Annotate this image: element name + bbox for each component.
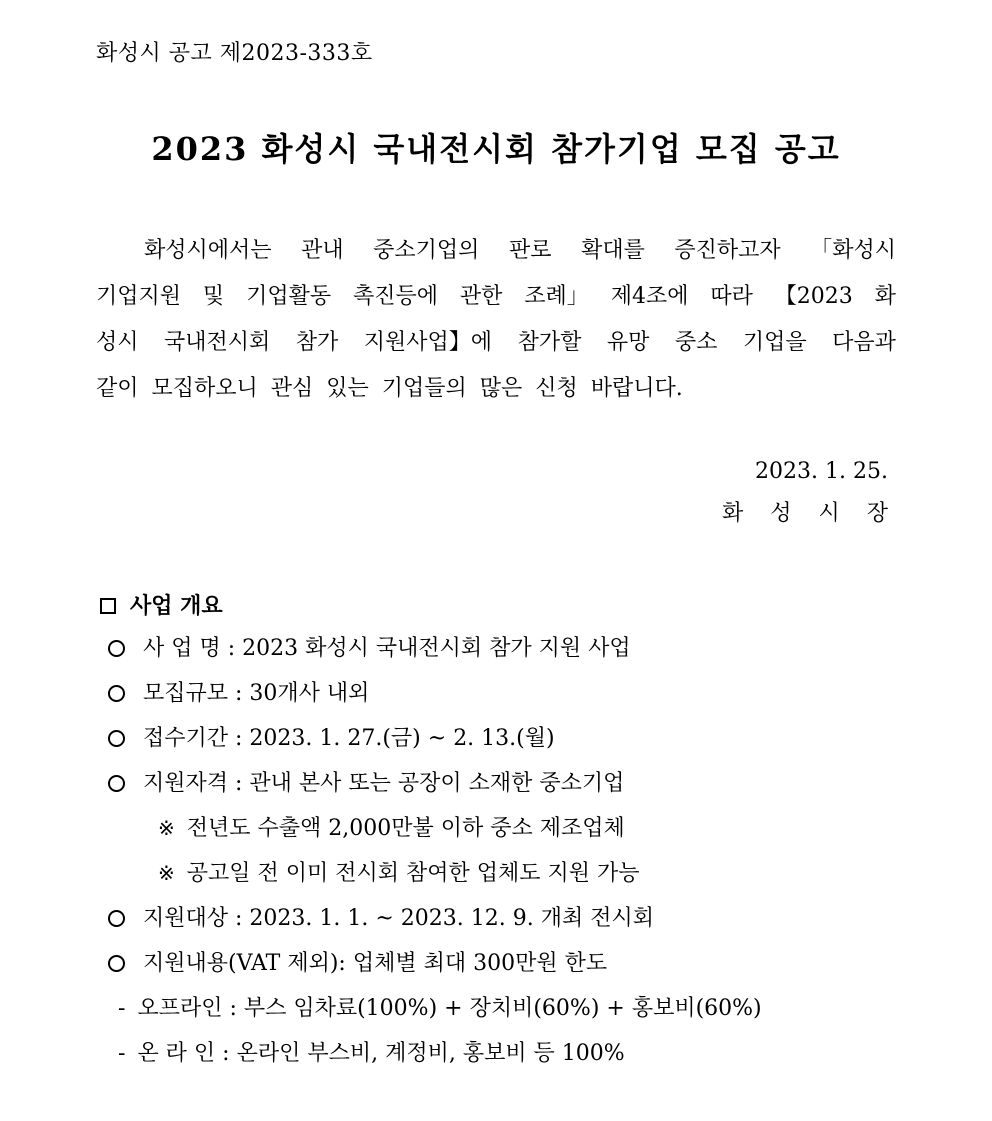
item-text: 지원내용(VAT 제외): 업체별 최대 300만원 한도	[143, 951, 608, 976]
body-paragraph	[96, 228, 896, 412]
body-word: 조례」	[524, 284, 589, 309]
body-word: 다음과	[832, 330, 896, 355]
overview-item-project-name	[96, 626, 896, 671]
overview-item-eligibility	[96, 761, 896, 806]
body-word: 화	[874, 284, 896, 309]
body-word: 중소기업의	[373, 238, 480, 263]
notice-number: 화성시 공고 제2023-333호	[96, 41, 373, 66]
body-word: 참가할	[517, 330, 582, 355]
overview-item-recruit-size	[96, 671, 896, 716]
overview-subitem-offline	[96, 986, 896, 1031]
body-word: 유망	[606, 330, 650, 355]
overview-item-target-exhibitions	[96, 896, 896, 941]
item-text: 사 업 명 : 2023 화성시 국내전시회 참가 지원 사업	[143, 636, 631, 661]
circle-bullet-icon	[108, 910, 125, 927]
circle-bullet-icon	[108, 955, 125, 972]
dash-bullet-icon: -	[118, 996, 126, 1021]
body-word: 관내	[301, 238, 344, 263]
body-word: 판로	[508, 238, 552, 263]
body-word: 및	[202, 284, 225, 309]
dash-bullet-icon: -	[118, 1041, 126, 1066]
square-bullet-icon	[100, 598, 116, 614]
body-word: 참가	[295, 330, 339, 355]
overview-item-application-period	[96, 716, 896, 761]
overview-note-prior-participation	[96, 851, 896, 896]
body-word: 【2023	[774, 284, 853, 309]
section-heading	[96, 586, 896, 626]
item-text: 전년도 수출액 2,000만불 이하 중소 제조업체	[186, 816, 625, 841]
body-line-3	[96, 320, 896, 366]
body-word: 관한	[459, 284, 503, 309]
body-word: 지원사업】에	[363, 330, 493, 355]
notice-date: 2023. 1. 25.	[755, 459, 888, 484]
body-word: 성시	[96, 330, 139, 355]
body-word: 따라	[710, 284, 753, 309]
body-word: 기업활동	[246, 284, 332, 309]
item-text: 공고일 전 이미 전시회 참여한 업체도 지원 가능	[186, 861, 640, 886]
body-word: 증진하고자	[674, 238, 781, 263]
item-text: 접수기간 : 2023. 1. 27.(금) ~ 2. 13.(월)	[143, 726, 555, 751]
circle-bullet-icon	[108, 640, 125, 657]
body-line-text: 같이 모집하오니 관심 있는 기업들의 많은 신청 바랍니다.	[96, 376, 683, 401]
page-title: 2023 화성시 국내전시회 참가기업 모집 공고	[151, 130, 841, 168]
body-word: 촉진등에	[352, 284, 438, 309]
body-word: 「화성시	[810, 238, 896, 263]
body-word: 기업지원	[96, 284, 182, 309]
item-text: 지원자격 : 관내 본사 또는 공장이 소재한 중소기업	[143, 771, 625, 796]
overview-subitem-online	[96, 1031, 896, 1076]
body-word: 중소	[674, 330, 718, 355]
body-line-2	[96, 274, 896, 320]
signature-block	[722, 452, 898, 536]
reference-mark-icon: ※	[158, 861, 175, 885]
body-word: 확대를	[581, 238, 645, 263]
body-word: 제4조에	[610, 284, 689, 309]
body-word: 국내전시회	[164, 330, 271, 355]
overview-section	[96, 586, 896, 1076]
item-text: 모집규모 : 30개사 내외	[143, 681, 370, 706]
circle-bullet-icon	[108, 730, 125, 747]
item-text: 지원대상 : 2023. 1. 1. ~ 2023. 12. 9. 개최 전시회	[143, 906, 654, 931]
body-word: 화성시에서는	[144, 238, 272, 263]
issuer-name: 화 성 시 장	[722, 501, 898, 526]
item-text: 오프라인 : 부스 임차료(100%) + 장치비(60%) + 홍보비(60%)	[137, 996, 762, 1021]
overview-note-export	[96, 806, 896, 851]
body-word: 기업을	[742, 330, 807, 355]
circle-bullet-icon	[108, 685, 125, 702]
body-line-4	[96, 366, 896, 412]
body-line-1	[96, 228, 896, 274]
item-text: 온 라 인 : 온라인 부스비, 계정비, 홍보비 등 100%	[137, 1041, 625, 1066]
circle-bullet-icon	[108, 775, 125, 792]
overview-item-support-content	[96, 941, 896, 986]
reference-mark-icon: ※	[158, 816, 175, 840]
section-heading-text: 사업 개요	[130, 593, 223, 619]
